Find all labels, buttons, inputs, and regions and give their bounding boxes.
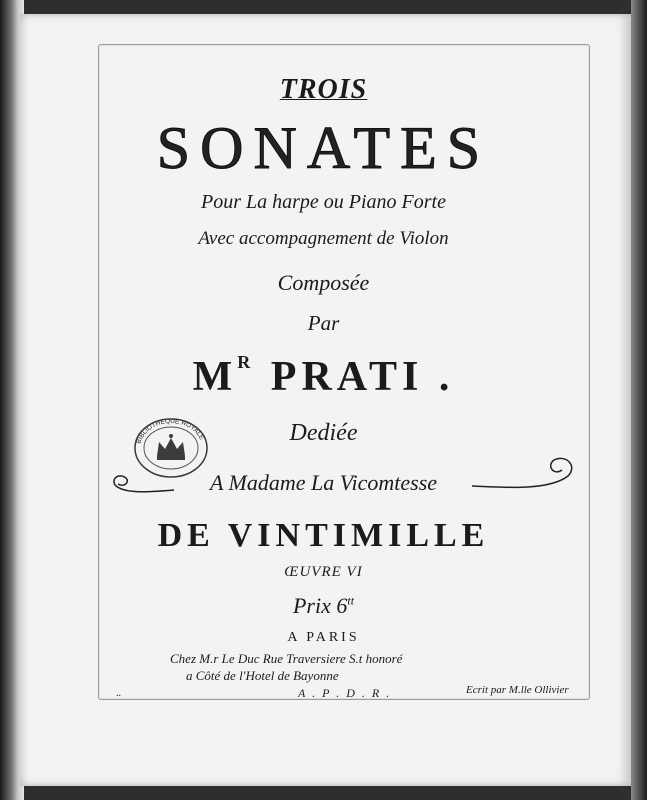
privilege-line: A . P . D . R . xyxy=(298,686,392,700)
flourish-right xyxy=(470,446,580,496)
dedicatee-name: DE VINTIMILLE xyxy=(157,517,490,554)
price-line xyxy=(0,593,647,619)
composed-line: Composée xyxy=(277,270,370,295)
composer-surname: PRATI . xyxy=(270,354,455,400)
composer-prefix-sup: R xyxy=(237,352,256,372)
engraver-credit: Ecrit par M.lle Ollivier xyxy=(466,684,569,696)
library-stamp xyxy=(132,416,210,480)
composer-prefix: M xyxy=(192,354,238,400)
title-trois: TROIS xyxy=(279,74,368,105)
place-of-publication: A PARIS xyxy=(287,630,360,645)
publisher-line-2: a Côté de l'Hotel de Bayonne xyxy=(186,668,339,683)
instrument-line: Pour La harpe ou Piano Forte xyxy=(201,191,446,213)
opus-number: ŒUVRE VI xyxy=(284,564,363,580)
stamp-text: BIBLIOTHEQUE ROYALE xyxy=(135,417,205,445)
price-text: Prix 6 xyxy=(292,593,348,618)
plate-mark: .. xyxy=(116,688,121,699)
par-line: Par xyxy=(307,311,340,335)
dedicatee-title-line: A Madame La Vicomtesse xyxy=(209,470,438,495)
accompaniment-line: Avec accompagnement de Violon xyxy=(198,228,449,249)
publisher-line-1: Chez M.r Le Duc Rue Traversiere S.t honoré xyxy=(170,651,403,666)
title-sonates: SONATES xyxy=(156,115,491,181)
price-unit: tt xyxy=(347,593,355,608)
dedication-line: Dediée xyxy=(289,420,358,446)
composer-name xyxy=(0,352,647,401)
